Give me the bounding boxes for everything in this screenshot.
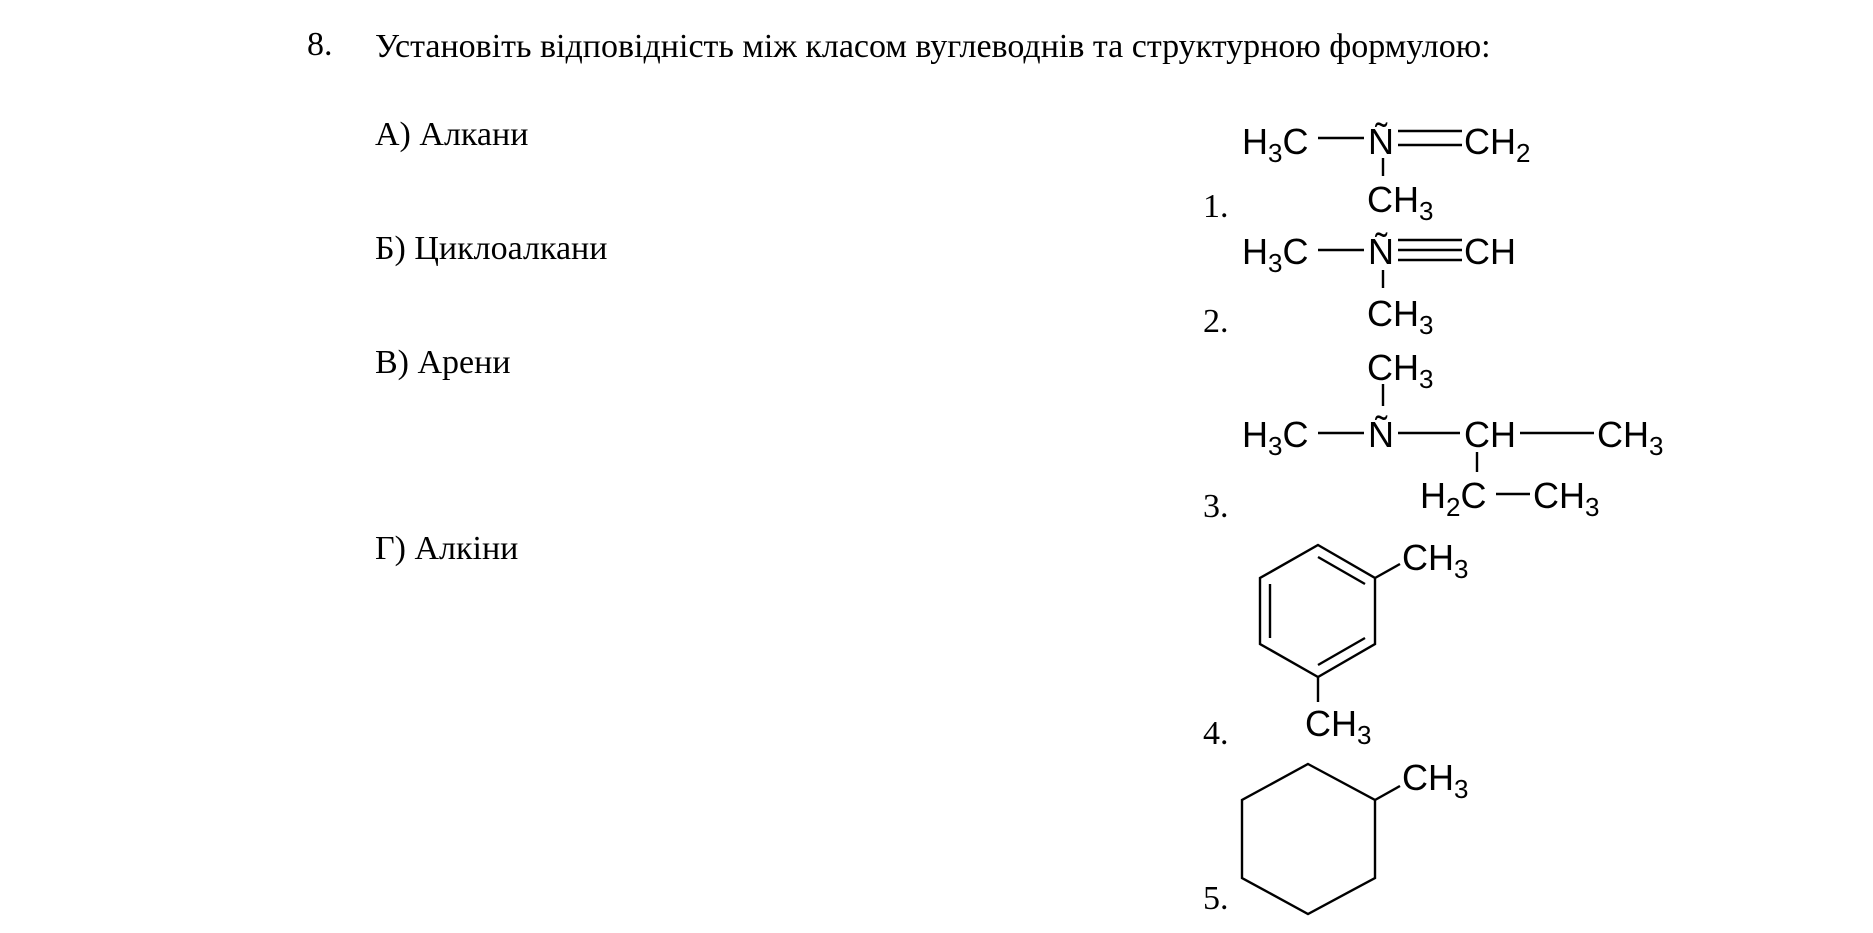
- question-number: 8.: [307, 26, 333, 63]
- f2-ch3-label: $CH_3$: [1367, 293, 1434, 340]
- f3-ch-label: CH: [1464, 414, 1516, 455]
- f3-h2c-label: $H_2C$: [1420, 475, 1487, 522]
- f4-bottom-ch3-label: $CH_3$: [1305, 703, 1372, 750]
- f4-top-substituent-bond: [1375, 564, 1400, 578]
- formula-number-2: 2.: [1203, 303, 1229, 340]
- f5-substituent-bond: [1375, 786, 1400, 800]
- option-label: Алкіни: [414, 530, 519, 567]
- option-letter: А): [375, 116, 411, 153]
- f3-h3c-label: $H_3C$: [1242, 414, 1309, 461]
- f1-h3c-label: $H_3C$: [1242, 121, 1309, 168]
- benzene-inner-double-bond-2: [1318, 638, 1365, 665]
- f4-top-ch3-label: $CH_3$: [1402, 537, 1469, 584]
- benzene-inner-double-bond-1: [1318, 557, 1365, 584]
- f1-ch3-label: $CH_3$: [1367, 179, 1434, 226]
- option-label: Арени: [417, 344, 511, 381]
- formula-number-1: 1.: [1203, 188, 1229, 225]
- option-label: Алкани: [419, 116, 529, 153]
- f5-ch3-label: $CH_3$: [1402, 757, 1469, 804]
- f3-top-ch3-label: $CH_3$: [1367, 347, 1434, 394]
- formula-4: [1260, 537, 1468, 750]
- f2-n-label: Ñ: [1368, 231, 1394, 272]
- f3-right-ch3-label: $CH_3$: [1597, 414, 1664, 461]
- f3-n-label: Ñ: [1368, 414, 1394, 455]
- benzene-ring: [1260, 545, 1375, 677]
- option-label: Циклоалкани: [414, 230, 608, 267]
- formula-3: [1242, 347, 1663, 522]
- f1-ch2-label: $CH_2$: [1464, 121, 1531, 168]
- formula-number-4: 4.: [1203, 715, 1229, 752]
- formula-5: [1242, 757, 1468, 914]
- f3-ethyl-ch3-label: $CH_3$: [1533, 475, 1600, 522]
- option-letter: В): [375, 344, 409, 381]
- formula-1: [1242, 121, 1530, 226]
- f1-n-label: Ñ: [1368, 121, 1394, 162]
- option-letter: Б): [375, 230, 406, 267]
- formula-2: [1242, 231, 1516, 340]
- f2-h3c-label: $H_3C$: [1242, 231, 1309, 278]
- option-letter: Г): [375, 530, 406, 567]
- f2-ch-label: CH: [1464, 231, 1516, 272]
- formula-number-5: 5.: [1203, 880, 1229, 917]
- formula-number-3: 3.: [1203, 488, 1229, 525]
- question-text: Установіть відповідність між класом вуглеводнів та структурною формулою:: [375, 28, 1491, 65]
- cyclohexane-ring: [1242, 764, 1375, 914]
